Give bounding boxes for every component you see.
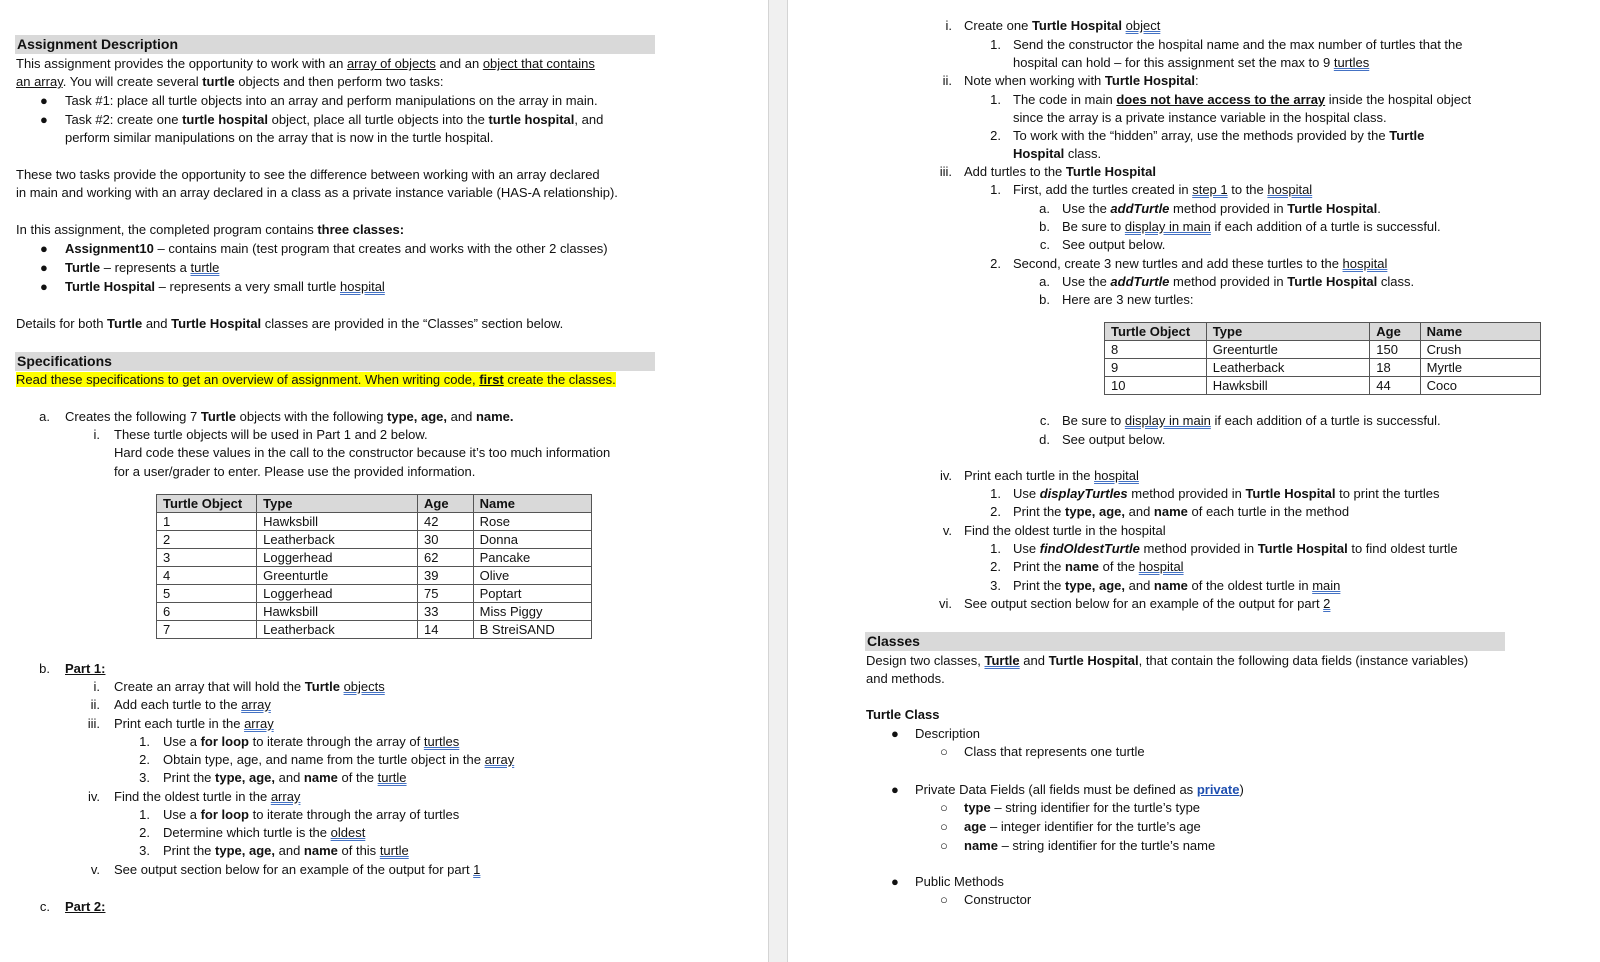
list-marker-a-i: i. bbox=[93, 427, 100, 442]
table-cell: Miss Piggy bbox=[473, 603, 591, 621]
part2-step-ii-2-cont: Hospital class. bbox=[1013, 146, 1102, 161]
table-cell: 4 bbox=[157, 567, 257, 585]
bullet-icon: ● bbox=[40, 112, 48, 127]
table-cell: 33 bbox=[417, 603, 473, 621]
classes-intro: In this assignment, the completed program contains three classes: bbox=[16, 222, 405, 237]
table-header-cell: Age bbox=[1370, 323, 1420, 341]
part2-step-v: Find the oldest turtle in the hospital bbox=[964, 523, 1166, 538]
list-marker-b: b. bbox=[39, 661, 50, 676]
list-marker: 2. bbox=[990, 559, 1001, 574]
part1-step-v: See output section below for an example of the output for part 1 bbox=[114, 862, 481, 877]
table-cell: 3 bbox=[157, 549, 257, 567]
difference-line-2: in main and working with an array declared in a class as a private instance variable (HAS-A relationship). bbox=[16, 185, 618, 200]
list-marker: iii. bbox=[87, 716, 100, 731]
assignment-description-heading: Assignment Description bbox=[15, 35, 655, 54]
list-marker: 2. bbox=[990, 128, 1001, 143]
table-row bbox=[157, 585, 592, 603]
list-marker-a: a. bbox=[39, 409, 50, 424]
list-marker: 1. bbox=[990, 486, 1001, 501]
hollow-bullet-icon: ○ bbox=[940, 800, 948, 815]
table-cell: Crush bbox=[1420, 341, 1540, 359]
table-cell: 44 bbox=[1370, 377, 1420, 395]
table-row bbox=[157, 621, 592, 639]
hard-code-note-1: Hard code these values in the call to the constructor because it’s too much information bbox=[114, 445, 611, 460]
list-marker: d. bbox=[1039, 432, 1050, 447]
table-cell: 9 bbox=[1105, 359, 1207, 377]
table-header-cell: Type bbox=[257, 495, 418, 513]
part1-step-iv: Find the oldest turtle in the array bbox=[114, 789, 301, 804]
list-marker: 1. bbox=[990, 92, 1001, 107]
part2-step-ii-1: The code in main does not have access to the array inside the hospital object bbox=[1013, 92, 1472, 107]
list-marker: 1. bbox=[990, 541, 1001, 556]
bullet-icon: ● bbox=[40, 241, 48, 256]
table-cell: Hawksbill bbox=[257, 513, 418, 531]
table-cell: B StreiSAND bbox=[473, 621, 591, 639]
list-marker: 3. bbox=[990, 578, 1001, 593]
part2-step-iii-1-b: Be sure to display in main if each addition of a turtle is successful. bbox=[1062, 219, 1441, 234]
part2-step-v-3: Print the type, age, and name of the oldest turtle in main bbox=[1013, 578, 1341, 593]
list-marker: 2. bbox=[139, 825, 150, 840]
list-marker: ii. bbox=[942, 73, 952, 88]
list-marker: vi. bbox=[939, 596, 952, 611]
list-marker: b. bbox=[1039, 219, 1050, 234]
part2-step-i-1-line1: Send the constructor the hospital name and the max number of turtles that the bbox=[1013, 37, 1463, 52]
bullet-icon: ● bbox=[891, 726, 899, 741]
table-cell: 75 bbox=[417, 585, 473, 603]
table-row bbox=[157, 513, 592, 531]
table-cell: Myrtle bbox=[1420, 359, 1540, 377]
classes-intro-line-1: Design two classes, Turtle and Turtle Hospital, that contain the following data fields (instance variables) bbox=[866, 653, 1469, 668]
table-header-cell: Turtle Object bbox=[1105, 323, 1207, 341]
part2-step-iii-2-d: See output below. bbox=[1062, 432, 1166, 447]
table-cell: 5 bbox=[157, 585, 257, 603]
step-a-text: Creates the following 7 Turtle objects with the following type, age, and name. bbox=[65, 409, 514, 424]
class-turtle-item: Turtle – represents a turtle bbox=[65, 260, 220, 275]
table-row bbox=[1105, 359, 1541, 377]
bullet-icon: ● bbox=[40, 279, 48, 294]
part2-step-iii-2: Second, create 3 new turtles and add these turtles to the hospital bbox=[1013, 256, 1388, 271]
part1-step-iii: Print each turtle in the array bbox=[114, 716, 274, 731]
list-marker: b. bbox=[1039, 292, 1050, 307]
list-marker: 3. bbox=[139, 843, 150, 858]
part2-step-iii-1-a: Use the addTurtle method provided in Turtle Hospital. bbox=[1062, 201, 1381, 216]
list-marker: 1. bbox=[990, 37, 1001, 52]
list-marker: c. bbox=[1039, 413, 1050, 428]
table-cell: Leatherback bbox=[1206, 359, 1370, 377]
table-cell: 1 bbox=[157, 513, 257, 531]
list-marker: 1. bbox=[990, 182, 1001, 197]
part1-step-iii-2: Obtain type, age, and name from the turtle object in the array bbox=[163, 752, 515, 767]
part2-step-ii-1-cont: since the array is a private instance variable in the hospital class. bbox=[1013, 110, 1387, 125]
intro-line-1: This assignment provides the opportunity to work with an array of objects and an object that contains bbox=[16, 56, 595, 71]
turtle-table-part1 bbox=[156, 494, 592, 639]
list-marker: i. bbox=[945, 18, 952, 33]
part2-step-iv-1: Use displayTurtles method provided in Turtle Hospital to print the turtles bbox=[1013, 486, 1440, 501]
field-age: age – integer identifier for the turtle’s age bbox=[964, 819, 1201, 834]
part2-step-iii-1-c: See output below. bbox=[1062, 237, 1166, 252]
list-marker: 1. bbox=[139, 734, 150, 749]
bullet-icon: ● bbox=[891, 874, 899, 889]
table-cell: Coco bbox=[1420, 377, 1540, 395]
task-1-item: Task #1: place all turtle objects into an array and perform manipulations on the array in main. bbox=[65, 93, 598, 108]
table-row bbox=[1105, 377, 1541, 395]
table-cell: 42 bbox=[417, 513, 473, 531]
private-fields-item: Private Data Fields (all fields must be defined as private) bbox=[915, 782, 1244, 797]
part-1-title: Part 1: bbox=[65, 661, 106, 676]
hollow-bullet-icon: ○ bbox=[940, 892, 948, 907]
part2-step-iv: Print each turtle in the hospital bbox=[964, 468, 1139, 483]
turtle-table-part2 bbox=[1104, 322, 1541, 395]
description-detail: Class that represents one turtle bbox=[964, 744, 1145, 759]
part-2-title: Part 2: bbox=[65, 899, 106, 914]
table-cell: Hawksbill bbox=[1206, 377, 1370, 395]
part2-step-vi: See output section below for an example of the output for part 2 bbox=[964, 596, 1331, 611]
part2-step-iii-1: First, add the turtles created in step 1 to the hospital bbox=[1013, 182, 1313, 197]
hollow-bullet-icon: ○ bbox=[940, 838, 948, 853]
list-marker: a. bbox=[1039, 201, 1050, 216]
table-cell: 8 bbox=[1105, 341, 1207, 359]
list-marker: iv. bbox=[87, 789, 100, 804]
description-item: Description bbox=[915, 726, 981, 741]
table-cell: Loggerhead bbox=[257, 585, 418, 603]
bullet-icon: ● bbox=[40, 93, 48, 108]
table-header-cell: Type bbox=[1206, 323, 1370, 341]
class-hospital-item: Turtle Hospital – represents a very small turtle hospital bbox=[65, 279, 385, 294]
table-cell: Pancake bbox=[473, 549, 591, 567]
constructor-item: Constructor bbox=[964, 892, 1032, 907]
field-name: name – string identifier for the turtle’s name bbox=[964, 838, 1216, 853]
table-cell: Olive bbox=[473, 567, 591, 585]
table-row bbox=[157, 603, 592, 621]
part1-step-iii-3: Print the type, age, and name of the turtle bbox=[163, 770, 407, 785]
table-cell: 39 bbox=[417, 567, 473, 585]
right-document-page bbox=[788, 0, 1600, 962]
part2-step-iii-2-a: Use the addTurtle method provided in Turtle Hospital class. bbox=[1062, 274, 1415, 289]
bullet-icon: ● bbox=[40, 260, 48, 275]
table-cell: Rose bbox=[473, 513, 591, 531]
list-marker: 3. bbox=[139, 770, 150, 785]
table-cell: 18 bbox=[1370, 359, 1420, 377]
step-a-i-text: These turtle objects will be used in Part 1 and 2 below. bbox=[114, 427, 428, 442]
table-header-cell: Name bbox=[1420, 323, 1540, 341]
part2-step-ii-2: To work with the “hidden” array, use the methods provided by the Turtle bbox=[1013, 128, 1425, 143]
table-cell: Leatherback bbox=[257, 531, 418, 549]
part2-step-iii-2-b: Here are 3 new turtles: bbox=[1062, 292, 1194, 307]
part2-step-i: Create one Turtle Hospital object bbox=[964, 18, 1161, 33]
classes-intro-line-2: and methods. bbox=[866, 671, 945, 686]
table-cell: 30 bbox=[417, 531, 473, 549]
hard-code-note-2: for a user/grader to enter. Please use the provided information. bbox=[114, 464, 476, 479]
page-gutter bbox=[768, 0, 788, 962]
list-marker-c: c. bbox=[39, 899, 50, 914]
intro-line-2: an array. You will create several turtle objects and then perform two tasks: bbox=[16, 74, 444, 89]
table-cell: 7 bbox=[157, 621, 257, 639]
list-marker: iii. bbox=[939, 164, 952, 179]
list-marker: 2. bbox=[139, 752, 150, 767]
table-row bbox=[157, 531, 592, 549]
part2-step-ii: Note when working with Turtle Hospital: bbox=[964, 73, 1199, 88]
table-cell: 2 bbox=[157, 531, 257, 549]
table-cell: Greenturtle bbox=[257, 567, 418, 585]
table-row bbox=[157, 567, 592, 585]
list-marker: c. bbox=[1039, 237, 1050, 252]
list-marker: 1. bbox=[139, 807, 150, 822]
hollow-bullet-icon: ○ bbox=[940, 819, 948, 834]
list-marker: v. bbox=[90, 862, 100, 877]
specifications-heading: Specifications bbox=[15, 352, 655, 371]
table-cell: 150 bbox=[1370, 341, 1420, 359]
list-marker: ii. bbox=[90, 697, 100, 712]
table-cell: 6 bbox=[157, 603, 257, 621]
class-assignment10-item: Assignment10 – contains main (test program that creates and works with the other 2 classes) bbox=[65, 241, 608, 256]
hollow-bullet-icon: ○ bbox=[940, 744, 948, 759]
list-marker: v. bbox=[942, 523, 952, 538]
table-cell: Hawksbill bbox=[257, 603, 418, 621]
list-marker: i. bbox=[93, 679, 100, 694]
table-cell: Poptart bbox=[473, 585, 591, 603]
difference-line-1: These two tasks provide the opportunity to see the difference between working with an array declared bbox=[16, 167, 600, 182]
field-type: type – string identifier for the turtle’s type bbox=[964, 800, 1201, 815]
classes-heading: Classes bbox=[865, 632, 1505, 651]
list-marker: a. bbox=[1039, 274, 1050, 289]
table-cell: 10 bbox=[1105, 377, 1207, 395]
table-cell: 62 bbox=[417, 549, 473, 567]
table-cell: 14 bbox=[417, 621, 473, 639]
task-2-item: Task #2: create one turtle hospital object, place all turtle objects into the turtle hospital, and bbox=[65, 112, 604, 127]
part2-step-i-1-line2: hospital can hold – for this assignment set the max to 9 turtles bbox=[1013, 55, 1370, 70]
details-line: Details for both Turtle and Turtle Hospital classes are provided in the “Classes” section below. bbox=[16, 316, 564, 331]
task-2-continuation: perform similar manipulations on the array that is now in the turtle hospital. bbox=[65, 130, 494, 145]
table-header-cell: Turtle Object bbox=[157, 495, 257, 513]
table-cell: Donna bbox=[473, 531, 591, 549]
left-document-page bbox=[0, 0, 768, 962]
table-cell: Greenturtle bbox=[1206, 341, 1370, 359]
list-marker: 2. bbox=[990, 504, 1001, 519]
list-marker: 2. bbox=[990, 256, 1001, 271]
part2-step-iii: Add turtles to the Turtle Hospital bbox=[964, 164, 1156, 179]
part1-step-i: Create an array that will hold the Turtle objects bbox=[114, 679, 385, 694]
turtle-class-title: Turtle Class bbox=[866, 707, 940, 722]
specifications-note: Read these specifications to get an overview of assignment. When writing code, first create the classes. bbox=[16, 372, 616, 387]
public-methods-item: Public Methods bbox=[915, 874, 1004, 889]
bullet-icon: ● bbox=[891, 782, 899, 797]
part1-step-iv-1: Use a for loop to iterate through the array of turtles bbox=[163, 807, 460, 822]
list-marker: iv. bbox=[939, 468, 952, 483]
table-header-cell: Age bbox=[417, 495, 473, 513]
part2-step-iv-2: Print the type, age, and name of each turtle in the method bbox=[1013, 504, 1350, 519]
part1-step-iv-2: Determine which turtle is the oldest bbox=[163, 825, 366, 840]
table-row bbox=[157, 549, 592, 567]
table-row bbox=[1105, 341, 1541, 359]
table-cell: Loggerhead bbox=[257, 549, 418, 567]
part1-step-iv-3: Print the type, age, and name of this turtle bbox=[163, 843, 409, 858]
table-cell: Leatherback bbox=[257, 621, 418, 639]
table-header-cell: Name bbox=[473, 495, 591, 513]
part2-step-v-2: Print the name of the hospital bbox=[1013, 559, 1184, 574]
part1-step-ii: Add each turtle to the array bbox=[114, 697, 271, 712]
part2-step-v-1: Use findOldestTurtle method provided in Turtle Hospital to find oldest turtle bbox=[1013, 541, 1458, 556]
part2-step-iii-2-c: Be sure to display in main if each addition of a turtle is successful. bbox=[1062, 413, 1441, 428]
part1-step-iii-1: Use a for loop to iterate through the array of turtles bbox=[163, 734, 460, 749]
